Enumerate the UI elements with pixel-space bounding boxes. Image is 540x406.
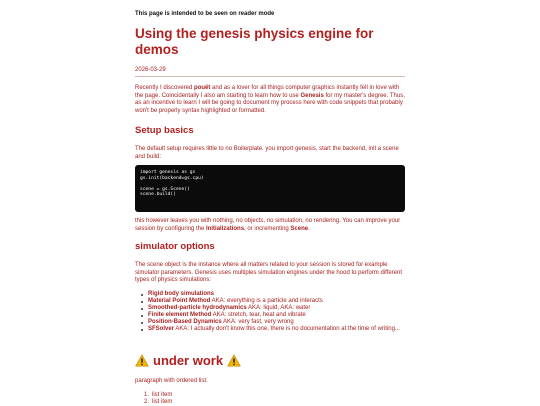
intro-text-1: Recently I discovered [135,85,195,91]
post-date: 2026-03-29 [135,67,166,73]
initializations-link[interactable]: Initializations [206,225,245,232]
list-item [148,312,406,319]
list-item-desc: AKA: I actually don't know this one, there is no documentation at the time of writing... [174,326,400,332]
simulator-list [148,291,406,333]
pouet-link[interactable]: pouët [194,85,211,91]
list-item-desc: AKA: everything is a particle and interacts [210,298,323,304]
under-work-title: under work [153,353,224,368]
warning-icon [135,354,149,367]
simulator-heading: simulator options [135,241,215,252]
list-item-name[interactable]: Material Point Method [148,298,211,304]
list-item-desc: AKA: very fast, very wrong [221,319,294,325]
list-number: 1. [144,392,150,398]
page-title: Using the genesis physics engine for demos [135,26,374,57]
list-text: list item [152,399,173,405]
list-item-name[interactable]: Position-Based Dynamics [148,319,222,325]
list-item-desc: AKA: stretch, tear, heat and vibrate [211,312,306,318]
list-item [148,291,406,298]
setup-paragraph: The default setup requires little to no Boilerplate. you import genesis, start the backend, init a scene and build: [135,146,399,160]
followup-text-1: this however leaves you with nothing, no objects, no simulation, no rendering. You can improve your session by configuring the [135,218,401,232]
under-work-paragraph: paragraph with ordered list: [135,378,208,384]
list-item [148,305,406,312]
ordered-list-item [144,392,173,399]
genesis-link[interactable]: Genesis [300,92,324,99]
list-item [148,319,406,326]
setup-followup-paragraph [135,218,405,233]
list-item [148,326,406,333]
scene-link[interactable]: Scene [290,225,309,232]
code-block [135,165,405,212]
code-line: import genesis as gs [140,170,196,175]
followup-text-2: , or incrementing [244,225,291,232]
list-item-name[interactable]: SFSolver [148,326,175,332]
list-text: list item [152,392,173,398]
intro-paragraph [135,85,405,115]
warning-icon [227,354,241,367]
code-line: scene = gs.Scene() [140,186,190,192]
simulator-paragraph: The scene object is the instance where all matters related to your session is stored for example simulator parameters. Genesis uses multiples simulation engines under the hood to perform different types of physics simulations: [135,262,403,283]
title-divider [135,76,405,77]
list-item [148,298,406,305]
ordered-list [144,392,173,406]
list-item-desc: AKA: liquid, AKA: water [246,305,311,311]
setup-heading: Setup basics [135,125,194,136]
intro-text-2: and as a lover for all things computer graphics instantly fell in love with the page. Coincidentally I also am starting to learn how to use [135,85,400,99]
code-line: scene.build() [140,192,176,198]
list-item-name[interactable]: Smoothed-particle hydrodynamics [148,305,247,311]
list-number: 2. [144,399,150,405]
under-work-heading [135,353,241,368]
list-item-name[interactable]: Rigid body simulations [148,291,215,297]
followup-text-3: . [308,225,310,232]
list-item-name[interactable]: Finite element Method [148,312,212,318]
intro-text-3: for my master's degree. Thus, as an incentive to learn I will be going to document my process here with code snippets that probably won't be properly syntax highlighted or formatted. [135,92,405,114]
code-line: gs.init(backend=gs.cpu) [140,175,204,181]
reader-mode-note: This page is intended to be seen on reader mode [135,11,275,17]
